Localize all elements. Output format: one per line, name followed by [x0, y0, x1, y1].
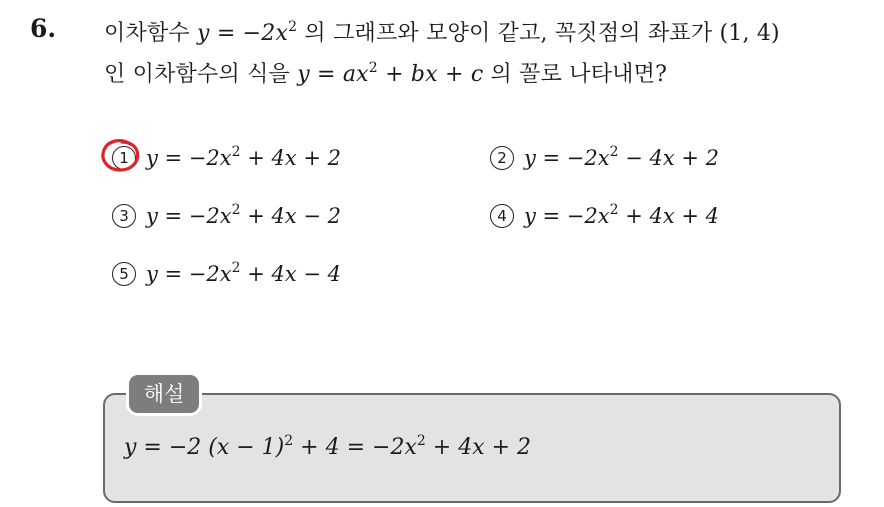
question-text-suffix-2: 의 꼴로 나타내면? — [483, 62, 668, 87]
choice-4-number: 4 — [490, 204, 514, 228]
question-equation-1: $y = -2x^2$ — [197, 19, 298, 46]
choice-3[interactable] — [112, 204, 341, 228]
question-text-prefix-2: 인 이차함수의 식을 — [104, 62, 298, 87]
answer-mark-circle-icon — [100, 137, 144, 175]
choice-3-equation: $y = -2x^2 + 4x - 2$ — [146, 202, 342, 228]
choice-5-number: 5 — [112, 262, 136, 286]
choice-2[interactable] — [490, 146, 719, 170]
solution-label: 해설 — [129, 375, 199, 413]
question-text-line-2 — [104, 57, 667, 88]
question-text-prefix: 이차함수 — [104, 21, 198, 46]
question-equation-2: $y = ax^2$ + bx + c — [297, 60, 484, 87]
choice-1-equation: $y = -2x^2 + 4x + 2$ — [146, 144, 342, 170]
choice-3-number: 3 — [112, 204, 136, 228]
choice-4-equation: $y = -2x^2 + 4x + 4$ — [524, 202, 720, 228]
choice-4[interactable] — [490, 204, 719, 228]
choice-1-number: 1 — [112, 146, 136, 170]
question-text-suffix: 의 그래프와 모양이 같고, 꼭짓점의 좌표가 (1, 4) — [297, 21, 780, 46]
question-number: 6. — [30, 14, 57, 43]
question-text-line-1 — [104, 16, 780, 47]
choice-1[interactable] — [112, 146, 341, 170]
choice-5[interactable] — [112, 262, 341, 286]
choice-2-number: 2 — [490, 146, 514, 170]
choice-2-equation: $y = -2x^2 - 4x + 2$ — [524, 144, 720, 170]
choice-5-equation: $y = -2x^2 + 4x - 4$ — [146, 260, 342, 286]
solution-equation: y = −2 $(x - 1)^2 + 4 = -2x^2 + 4x + 2$ — [124, 433, 532, 460]
